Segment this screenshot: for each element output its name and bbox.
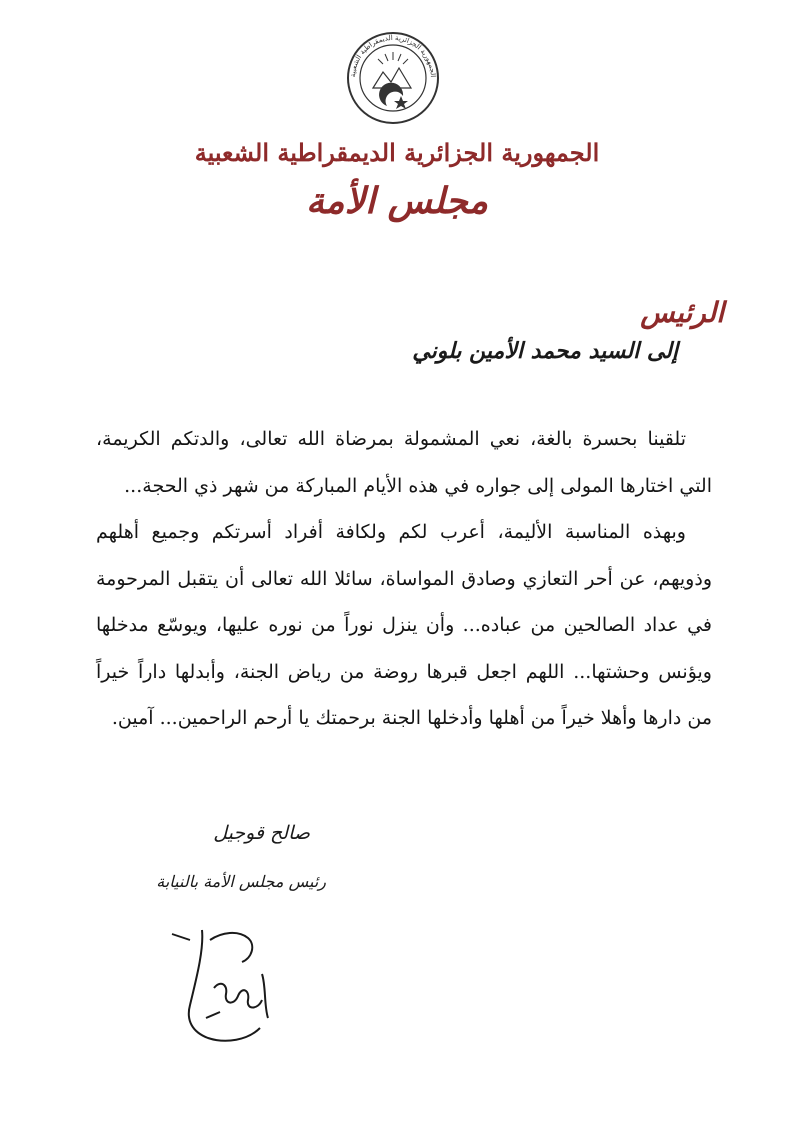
- handwritten-signature: [150, 910, 300, 1050]
- state-seal-emblem: [345, 30, 441, 126]
- header-council-name: مجلس الأمة: [306, 180, 488, 222]
- seal-text: الجمهورية الجزائرية الديمقراطية الشعبية: [348, 33, 438, 78]
- header-republic-name: الجمهورية الجزائرية الديمقراطية الشعبية: [194, 138, 600, 167]
- letter-body: [96, 416, 712, 742]
- signatory-title: رئيس مجلس الأمة بالنيابة: [156, 872, 326, 891]
- letter-paragraph-1: تلقينا بحسرة بالغة، نعي المشمولة بمرضاة الله تعالى، والدتكم الكريمة، التي اختارها المولى إلى جواره في هذه الأيام المباركة من شهر ذي الحجة...: [96, 428, 712, 497]
- signatory-name: صالح قوجيل: [213, 822, 310, 844]
- recipient-line: إلى السيد محمد الأمين بلوني: [412, 338, 678, 364]
- president-label: الرئيس: [640, 296, 724, 329]
- letter-paragraph-2: وبهذه المناسبة الأليمة، أعرب لكم ولكافة أفراد أسرتكم وجميع أهلهم وذويهم، عن أحر التعازي وصادق المواساة، سائلا الله تعالى أن يتقبل المرحومة في عداد الصالحين من عباده... وأن ينزل نوراً من نوره عليها، ويوسّع مدخلها ويؤنس وحشتها... اللهم اجعل قبرها روضة من رياض الجنة، وأبدلها داراً خيراً من دارها وأهلا خيراً من أهلها وأدخلها الجنة برحمتك يا أرحم الراحمين... آمين.: [96, 521, 712, 729]
